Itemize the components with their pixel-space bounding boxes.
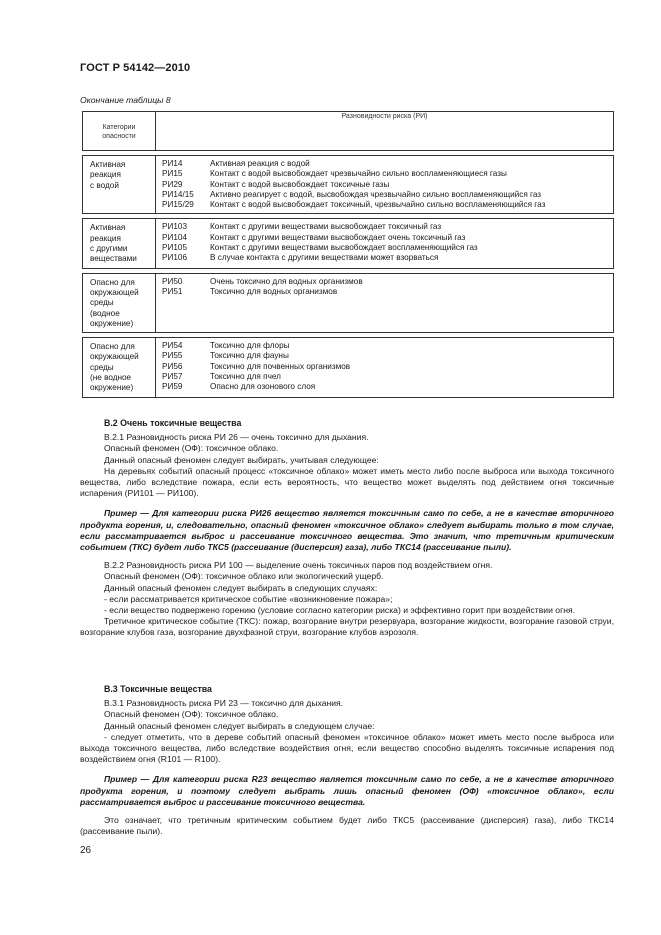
category-line: окружающей — [90, 352, 139, 362]
category-line: Опасно для — [90, 342, 135, 352]
paragraph: Данный опасный феномен следует выбирать в следующих случаях: — [104, 582, 378, 593]
risk-code: РИ54 — [162, 341, 183, 351]
category-line: Опасно для — [90, 277, 135, 287]
risk-description: Токсично для флоры — [210, 341, 290, 351]
paragraph: На деревьях событий опасный процесс «токсичное облако» может иметь место либо после выброса или выхода токсичного вещества, либо вследствие пожара, если есть вероятность, что вещество может выделять под действием огня токсичные испарения (РИ101 — РИ100). — [80, 465, 614, 499]
risk-entry — [162, 243, 609, 253]
category-line: окружающей — [90, 287, 139, 297]
category-line: Активная — [90, 223, 126, 233]
paragraph: Данный опасный феномен следует выбирать в следующем случае: — [104, 720, 375, 731]
table-row — [83, 273, 614, 332]
risk-variants-cell — [156, 273, 614, 332]
paragraph: В.2.1 Разновидность риска РИ 26 — очень токсично для дыхания. — [104, 432, 369, 443]
risk-entry — [162, 159, 609, 169]
category-line: реакция — [90, 170, 121, 180]
risk-code: РИ15 — [162, 169, 183, 179]
category-cell — [83, 219, 156, 268]
table-row — [83, 156, 614, 214]
risk-description: В случае контакта с другими веществами может взорваться — [210, 253, 439, 263]
risk-table — [82, 111, 614, 398]
column-header-category: Категории опасности — [83, 112, 156, 151]
risk-description: Контакт с водой высвобождает токсичные газы — [210, 179, 390, 189]
risk-code: РИ106 — [162, 253, 188, 263]
risk-code: РИ105 — [162, 243, 188, 253]
paragraph: Третичное критическое событие (ТКС): пожар, возгорание внутри резервуара, возгорание жидкости, возгорание газовой струи, возгорание клубов газа, возгорание двухфазной струи, возгорание клубов аэрозоля. — [80, 616, 614, 638]
category-line: реакция — [90, 233, 121, 243]
risk-entry — [162, 169, 609, 179]
risk-entry — [162, 362, 609, 372]
risk-code: РИ59 — [162, 382, 183, 392]
risk-entry — [162, 382, 609, 392]
risk-description: Контакт с водой высвобождает токсичный, чрезвычайно сильно воспламеняющийся газ — [210, 200, 546, 210]
risk-entry — [162, 233, 609, 243]
risk-description: Контакт с водой высвобождает чрезвычайно сильно воспламеняющиеся газы — [210, 169, 507, 179]
risk-description: Токсично для водных организмов — [210, 286, 338, 296]
category-line: (водное — [90, 308, 120, 318]
risk-code: РИ14/15 — [162, 189, 194, 199]
risk-description: Токсично для почвенных организмов — [210, 361, 351, 371]
list-item: - следует отметить, что в дереве событий опасный феномен «токсичное облако» может иметь место после выброса или выхода токсичного вещества, либо вследствие воздействия огня, если вещество способно выделять токсичные испарения под воздействием огня (R101 — R100). — [80, 731, 614, 765]
risk-variants-cell — [156, 219, 614, 268]
paragraph: В.3.1 Разновидность риска РИ 23 — токсично для дыхания. — [104, 698, 344, 709]
risk-description: Опасно для озонового слоя — [210, 382, 316, 392]
category-line: окружение) — [90, 383, 134, 393]
risk-code: РИ56 — [162, 361, 183, 371]
table-caption: Окончание таблицы 8 — [80, 95, 171, 105]
example-paragraph: Пример — Для категории риска РИ26 вещество является токсичным само по себе, а не в качестве вторичного продукта горения, и, следовательно, опасный феномен «токсичное облако» следует выбирать только в том случае, если рассматривается выброс и рассеивание токсичного вещества. Это значит, что третичным критическим событием (ТКС) будет либо ТКС5 (рассеивание (дисперсия) газа), либо ТКС14 (рассеивание пыли). — [80, 508, 614, 553]
category-cell — [83, 338, 156, 397]
risk-description: Токсично для фауны — [210, 351, 289, 361]
paragraph: Это означает, что третичным критическим событием будет либо ТКС5 (рассеивание (дисперсия) газа), либо ТКС14 (рассеивание пыли). — [80, 815, 614, 837]
risk-entry — [162, 200, 609, 210]
paragraph: Опасный феномен (ОФ): токсичное облако. — [104, 709, 279, 720]
category-line: Активная — [90, 160, 126, 169]
paragraph: Данный опасный феномен следует выбирать, учитывая следующее: — [104, 454, 379, 465]
list-item: - если вещество подвержено горению (условие согласно категории риска) и эффективно горит при воздействии огня. — [104, 605, 575, 616]
paragraph: В.2.2 Разновидность риска РИ 100 — выделение очень токсичных паров под воздействием огня. — [104, 560, 493, 571]
risk-code: РИ104 — [162, 232, 188, 242]
risk-variants-cell — [156, 338, 614, 397]
risk-variants-cell — [156, 156, 614, 214]
category-line: (не водное — [90, 373, 132, 383]
category-line: с другими — [90, 244, 128, 254]
category-line: среды — [90, 298, 114, 308]
paragraph: Опасный феномен (ОФ): токсичное облако или экологический ущерб. — [104, 571, 384, 582]
example-paragraph: Пример — Для категории риска R23 вещество является токсичным само по себе, а не в качестве вторичного продукта горения, и поэтому следует выбрать лишь опасный феномен (ОФ) «токсичное облако», если рассматривается выброс и рассеивание токсичного вещества. — [80, 774, 614, 807]
table-row — [83, 338, 614, 397]
category-cell — [83, 273, 156, 332]
list-item: - если рассматривается критическое событие «возникновение пожара»; — [104, 593, 393, 604]
section-b3 — [80, 684, 614, 837]
risk-entry — [162, 222, 609, 232]
risk-description: Контакт с другими веществами высвобождает очень токсичный газ — [210, 232, 466, 242]
category-line: окружение) — [90, 318, 134, 328]
section-title: В.3 Токсичные вещества — [104, 684, 212, 694]
document-id-header: ГОСТ Р 54142—2010 — [80, 62, 191, 74]
column-header-risk-variants: Разновидности риска (РИ) — [156, 112, 614, 151]
paragraph: Опасный феномен (ОФ): токсичное облако. — [104, 443, 279, 454]
risk-code: РИ50 — [162, 276, 183, 286]
risk-description: Контакт с другими веществами высвобождает токсичный газ — [210, 222, 442, 232]
risk-description: Очень токсично для водных организмов — [210, 276, 363, 286]
risk-entry — [162, 190, 609, 200]
risk-entry — [162, 372, 609, 382]
section-b2 — [80, 418, 614, 639]
risk-code: РИ103 — [162, 222, 188, 232]
risk-code: РИ55 — [162, 351, 183, 361]
risk-entry — [162, 341, 609, 351]
risk-description: Активно реагирует с водой, высвобождая чрезвычайно сильно воспламеняющийся газ — [210, 189, 542, 199]
risk-code: РИ57 — [162, 372, 183, 382]
risk-entry — [162, 287, 609, 297]
page-number: 26 — [80, 845, 92, 856]
risk-code: РИ51 — [162, 286, 183, 296]
risk-description: Токсично для пчел — [210, 372, 281, 382]
category-line: с водой — [90, 180, 119, 190]
risk-code: РИ15/29 — [162, 200, 194, 210]
risk-entry — [162, 253, 609, 263]
category-line: среды — [90, 362, 114, 372]
risk-code: РИ29 — [162, 179, 183, 189]
table-row — [83, 219, 614, 268]
risk-entry — [162, 351, 609, 361]
risk-entry — [162, 277, 609, 287]
section-title: В.2 Очень токсичные вещества — [104, 418, 242, 428]
risk-entry — [162, 180, 609, 190]
category-line: веществами — [90, 254, 137, 264]
risk-description: Активная реакция с водой — [210, 159, 310, 168]
category-cell — [83, 156, 156, 214]
risk-description: Контакт с другими веществами высвобождает воспламеняющийся газ — [210, 243, 478, 253]
risk-code: РИ14 — [162, 159, 183, 168]
